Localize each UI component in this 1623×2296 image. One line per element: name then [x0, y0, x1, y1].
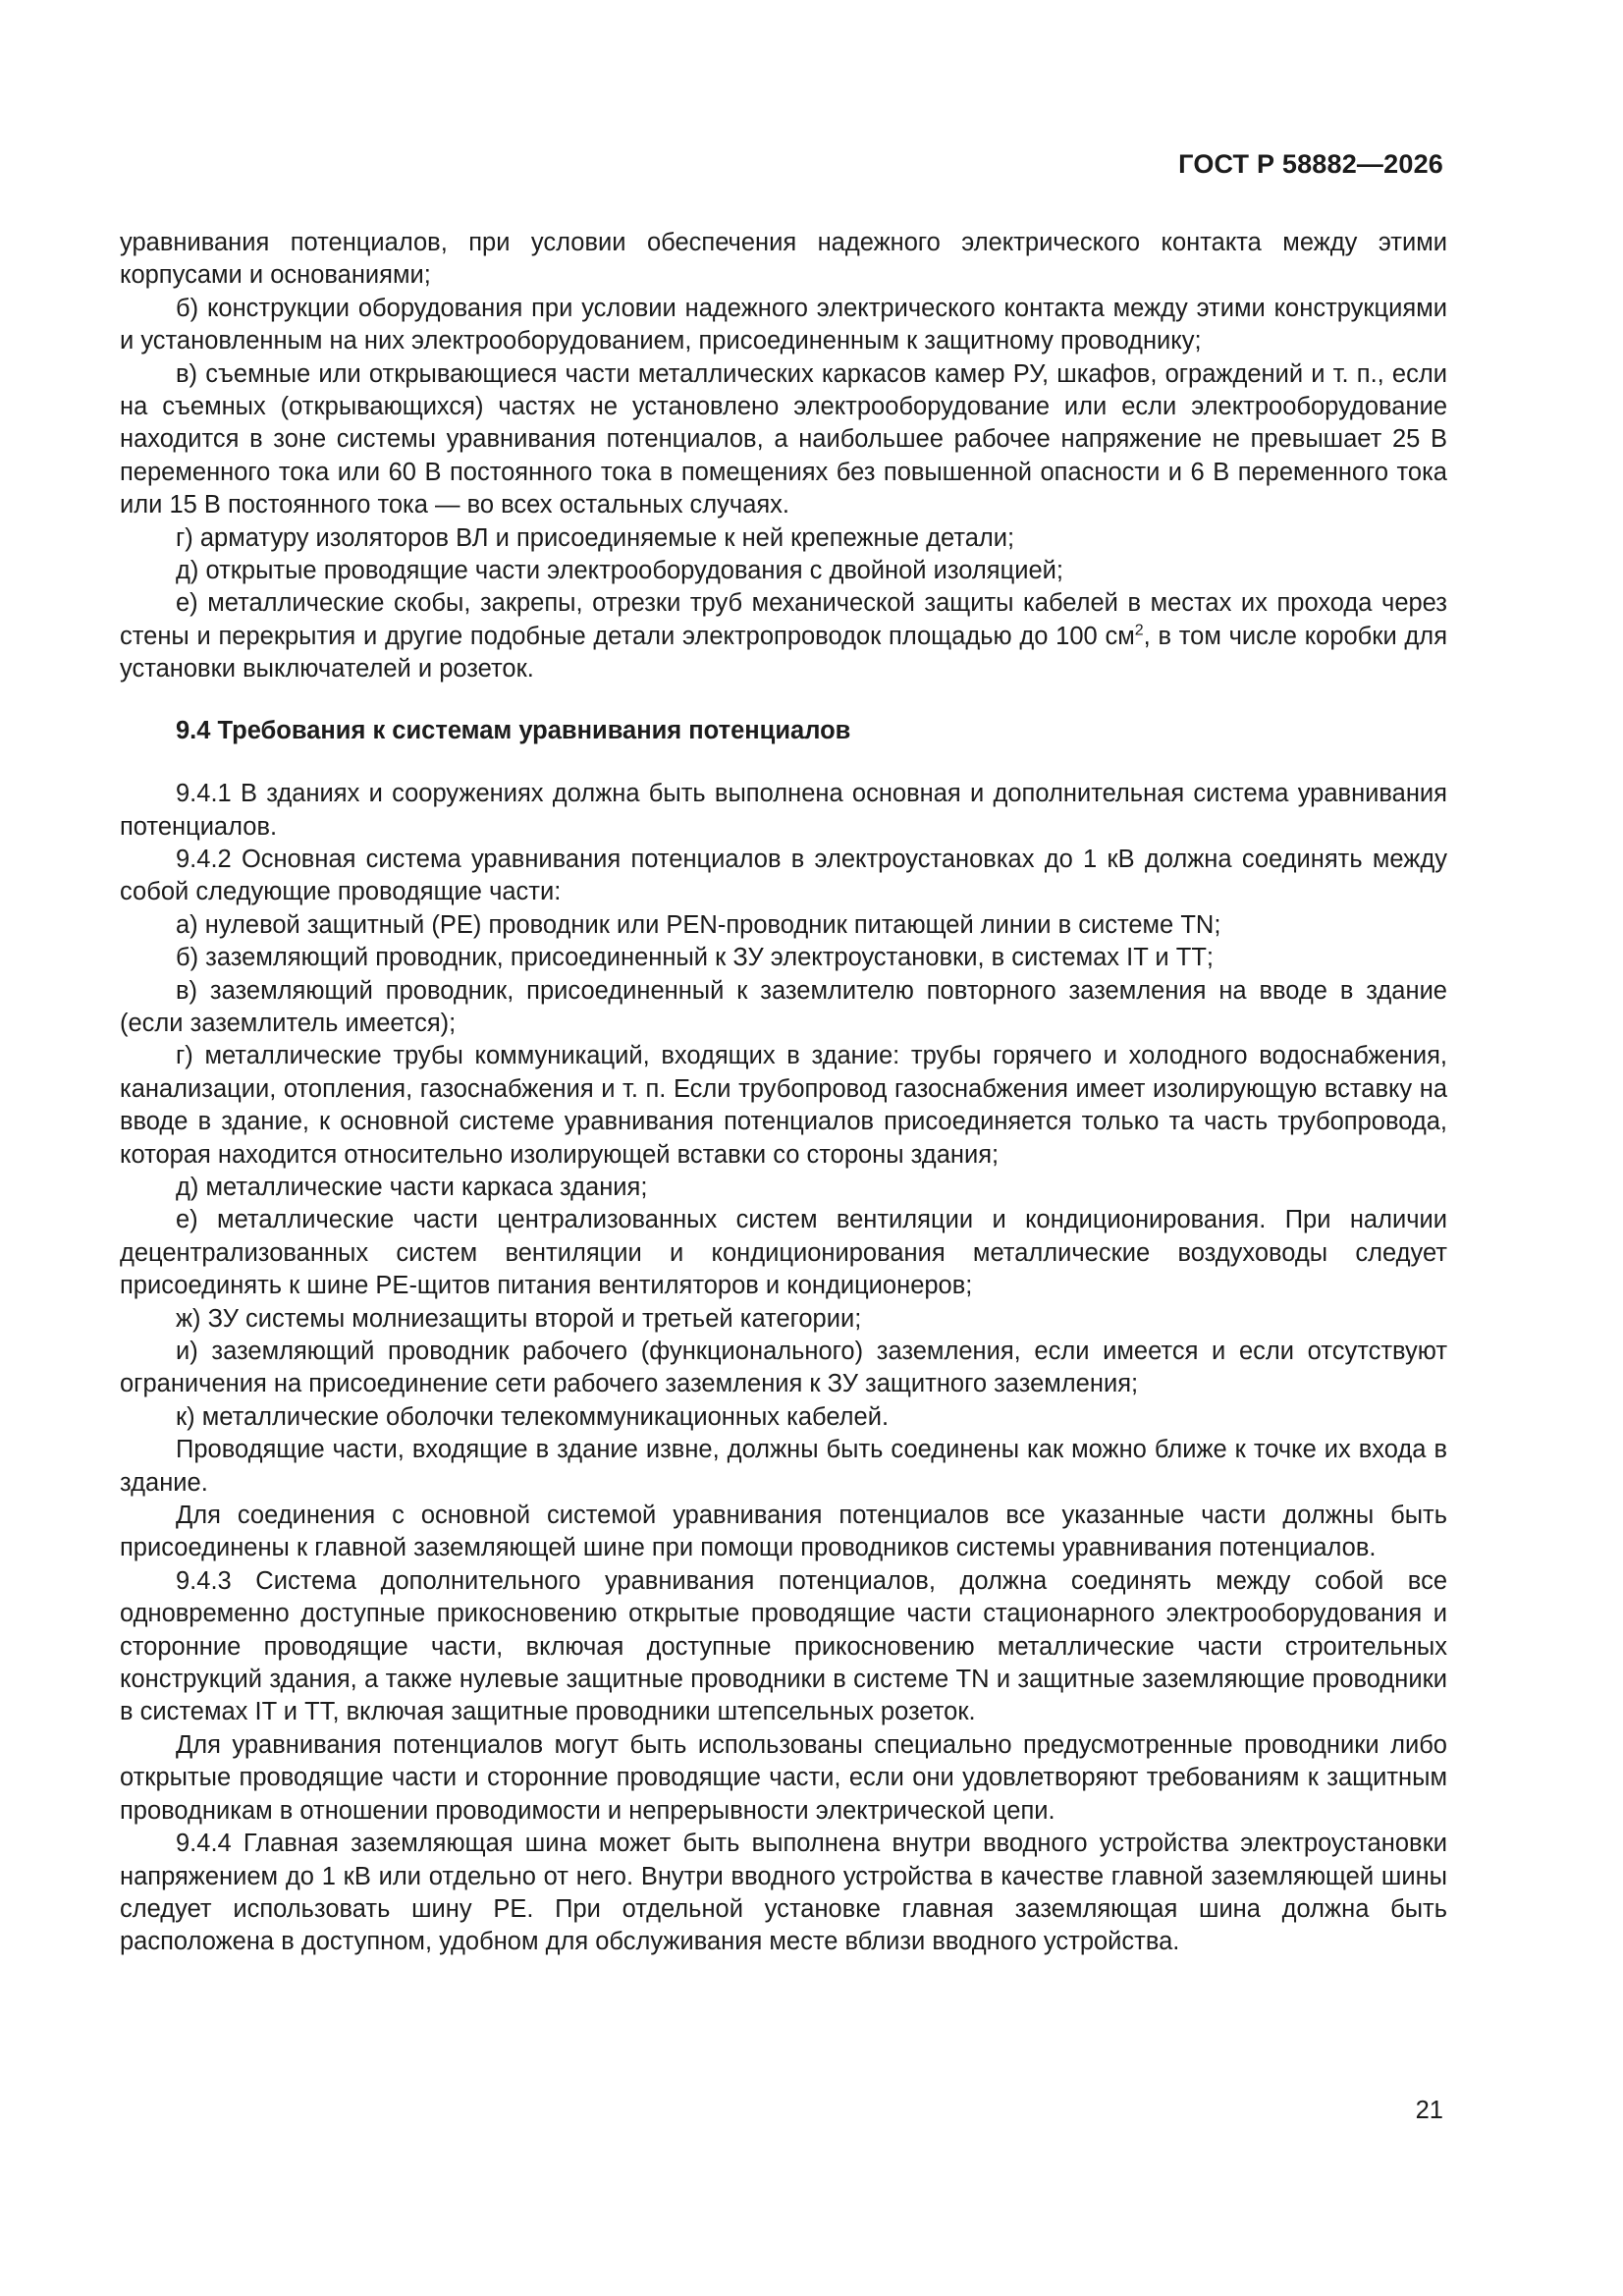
- list-item-b: б) конструкции оборудования при условии надежного электрического контакта между этими конструкциями и установленным на них электрооборудованием, присоединенным к защитному проводнику;: [120, 294, 1447, 355]
- list-item-d: д) открытые проводящие части электрооборудования с двойной изоляцией;: [176, 557, 1063, 585]
- paragraph-external-parts: Проводящие части, входящие в здание извне, должны быть соединены как можно ближе к точке их входа в здание.: [120, 1436, 1447, 1497]
- paragraph-9-4-3: 9.4.3 Система дополнительного уравнивания потенциалов, должна соединять между собой все одновременно доступные прикосновению открытые проводящие части стационарного электрооборудования и сторонние проводящие части, включая доступные прикосновению металлические части строительных конструкций здания, а также нулевые защитные проводники в системе TN и защитные заземляющие проводники в системах IT и ТТ, включая защитные проводники штепсельных розеток.: [120, 1566, 1447, 1726]
- continued-paragraph: уравнивания потенциалов, при условии обеспечения надежного электрического контакта между этими корпусами и основаниями;: [120, 229, 1447, 290]
- list-item: е) металлические части централизованных систем вентиляции и кондиционирования. При наличии децентрализованных систем вентиляции и кондиционирования металлические воздуховоды следует присоединять к шине PE-щитов питания вентиляторов и кондиционеров;: [120, 1206, 1447, 1300]
- page-number: 21: [1415, 2097, 1443, 2124]
- paragraph-9-4-1: 9.4.1 В зданиях и сооружениях должна быть выполнена основная и дополнительная система уравнивания потенциалов.: [120, 780, 1447, 841]
- list-item: и) заземляющий проводник рабочего (функционального) заземления, если имеется и если отсутствуют ограничения на присоединение сети рабочего заземления к ЗУ защитного заземления;: [120, 1338, 1447, 1398]
- list-item-e-text-end: , в том числе коробки для установки выключателей и розеток.: [120, 622, 1447, 683]
- section-heading: 9.4 Требования к системам уравнивания потенциалов: [176, 716, 851, 744]
- superscript: 2: [1134, 622, 1144, 639]
- list-item: д) металлические части каркаса здания;: [176, 1173, 648, 1201]
- paragraph-9-4-2: 9.4.2 Основная система уравнивания потенциалов в электроустановках до 1 кВ должна соединять между собой следующие проводящие части:: [120, 845, 1447, 906]
- list-item-g: г) арматуру изоляторов ВЛ и присоединяемые к ней крепежные детали;: [176, 523, 1015, 552]
- paragraph-9-4-4: 9.4.4 Главная заземляющая шина может быть выполнена внутри вводного устройства электроустановки напряжением до 1 кВ или отдельно от него. Внутри вводного устройства в качестве главной заземляющей шины следует использовать шину PE. При отдельной установке главная заземляющая шина должна быть расположена в доступном, удобном для обслуживания месте вблизи вводного устройства.: [120, 1830, 1447, 1956]
- document-id-header: ГОСТ Р 58882—2026: [1178, 149, 1443, 179]
- list-item: б) заземляющий проводник, присоединенный к ЗУ электроустановки, в системах IT и ТТ;: [176, 944, 1214, 972]
- list-item-v: в) съемные или открывающиеся части металлических каркасов камер РУ, шкафов, ограждений и т. п., если на съемных (открывающихся) частях не установлено электрооборудование или если электрооборудование находится в зоне системы уравнивания потенциалов, а наибольшее рабочее напряжение не превышает 25 В переменного тока или 60 В постоянного тока в помещениях без повышенной опасности и 6 В переменного тока или 15 В постоянного тока — во всех остальных случаях.: [120, 359, 1447, 519]
- list-item: к) металлические оболочки телекоммуникационных кабелей.: [176, 1402, 890, 1431]
- list-item: ж) ЗУ системы молниезащиты второй и третьей категории;: [176, 1304, 862, 1333]
- paragraph-conductors: Для уравнивания потенциалов могут быть использованы специально предусмотренные проводники либо открытые проводящие части и сторонние проводящие части, если они удовлетворяют требованиям к защитным проводникам в отношении проводимости и непрерывности электрической цепи.: [120, 1730, 1447, 1825]
- list-item-e-text: е) металлические скобы, закрепы, отрезки труб механической защиты кабелей в местах их прохода через стены и перекрытия и другие подобные детали электропроводок площадью до 100 см: [120, 589, 1447, 650]
- document-body: [120, 227, 1447, 1959]
- list-item: г) металлические трубы коммуникаций, входящих в здание: трубы горячего и холодного водоснабжения, канализации, отопления, газоснабжения и т. п. Если трубопровод газоснабжения имеет изолирующую вставку на вводе в здание, к основной системе уравнивания потенциалов присоединяется только та часть трубопровода, которая находится относительно изолирующей вставки со стороны здания;: [120, 1042, 1447, 1169]
- list-item: в) заземляющий проводник, присоединенный к заземлителю повторного заземления на вводе в здание (если заземлитель имеется);: [120, 976, 1447, 1037]
- paragraph-connection: Для соединения с основной системой уравнивания потенциалов все указанные части должны быть присоединены к главной заземляющей шине при помощи проводников системы уравнивания потенциалов.: [120, 1502, 1447, 1562]
- list-item: а) нулевой защитный (PE) проводник или PEN-проводник питающей линии в системе TN;: [176, 910, 1221, 939]
- list-item-e: [120, 587, 1447, 685]
